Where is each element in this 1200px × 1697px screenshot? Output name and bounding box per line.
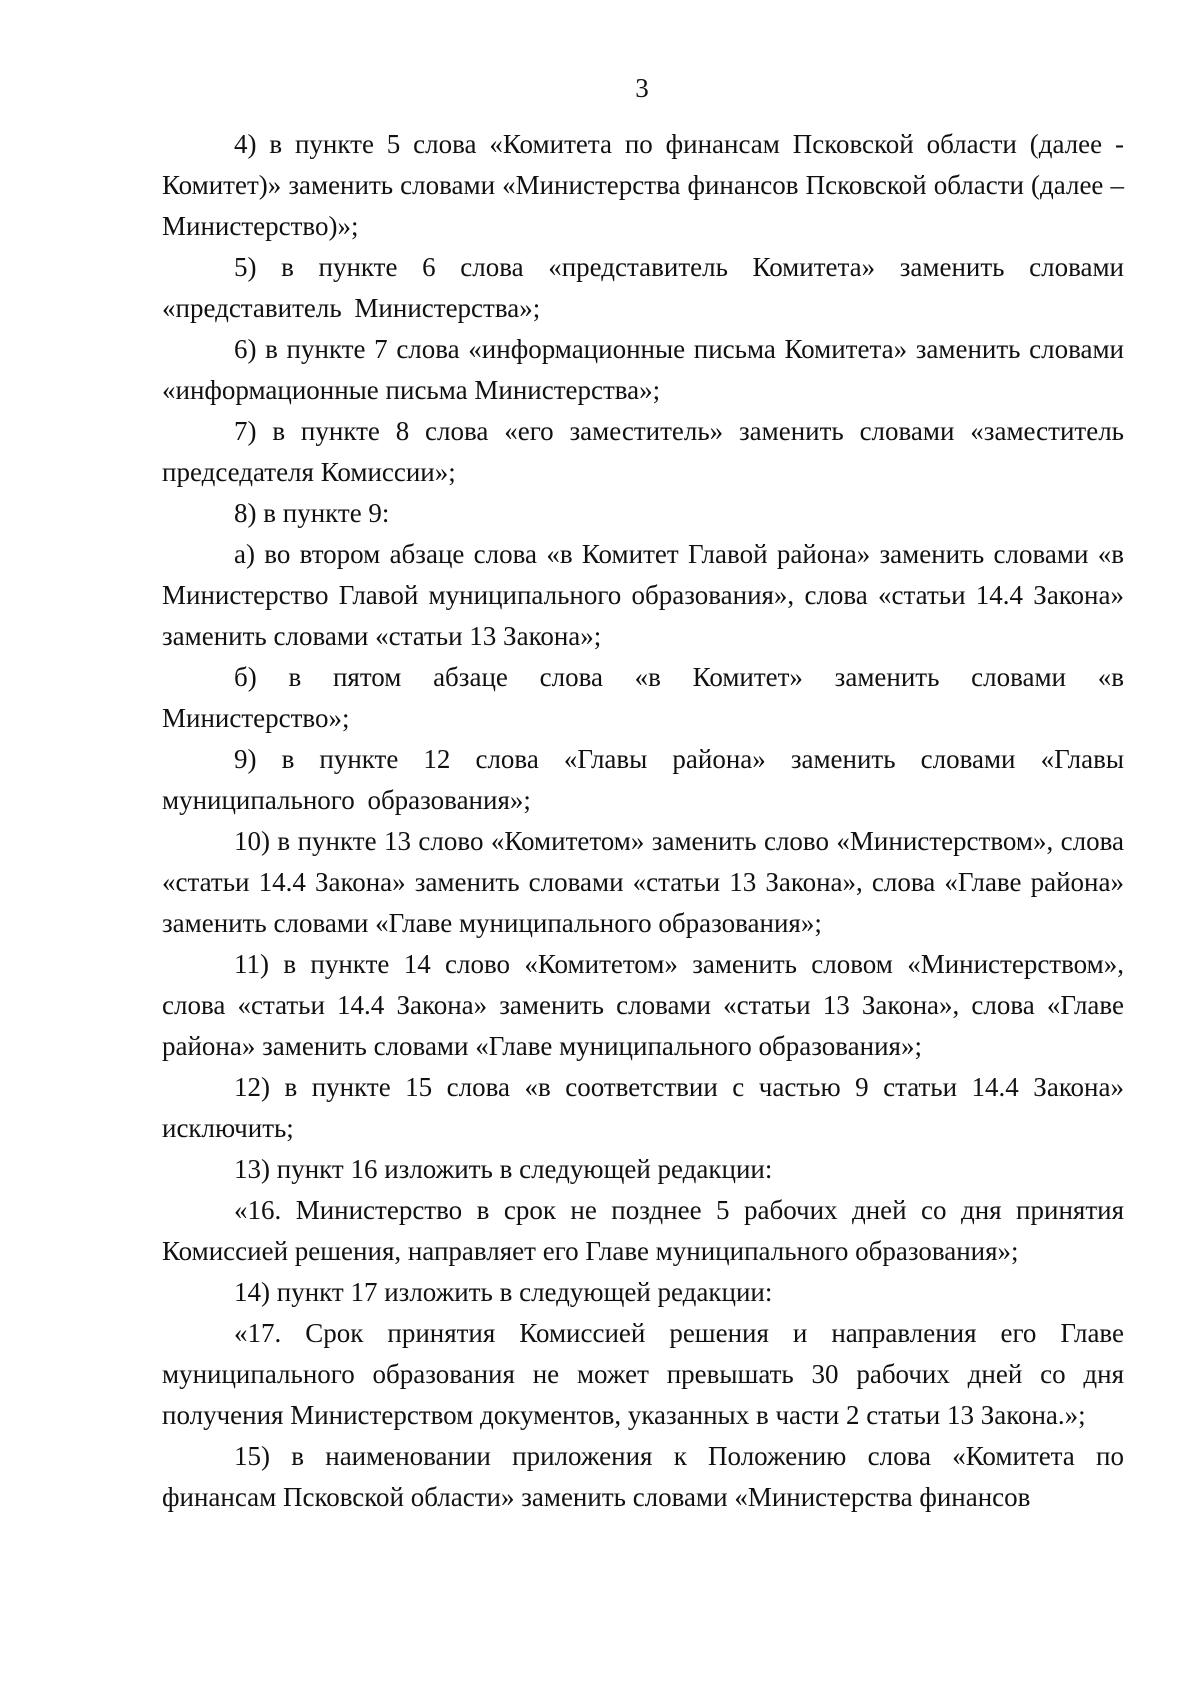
paragraph-item-6: 6) в пункте 7 слова «информационные письма Комитета» заменить словами «информационные письма Министерства»; xyxy=(162,334,1124,405)
paragraph-item-17-text: «17. Срок принятия Комиссией решения и направления его Главе муниципального образования не может превышать 30 рабочих дней со дня получения Министерством документов, указанных в части 2 статьи 13 Закона.»; xyxy=(162,1318,1124,1430)
paragraph-item-8a: а) во втором абзаце слова «в Комитет Главой района» заменить словами «в Министерство Главой муниципального образования», слова «статьи 14.4 Закона» заменить словами «статьи 13 Закона»; xyxy=(162,539,1124,651)
paragraph-item-4: 4) в пункте 5 слова «Комитета по финансам Псковской области (далее - Комитет)» заменить словами «Министерства финансов Псковской области (далее – Министерство)»; xyxy=(162,129,1124,241)
paragraph-item-13: 13) пункт 16 изложить в следующей редакции: xyxy=(234,1154,773,1184)
page-number: 3 xyxy=(635,73,649,103)
paragraph-item-10: 10) в пункте 13 слово «Комитетом» заменить слово «Министерством», слова «статьи 14.4 Закона» заменить словами «статьи 13 Закона», слова «Главе района» заменить словами «Главе муниципального образования»; xyxy=(162,826,1124,938)
paragraph-item-7: 7) в пункте 8 слова «его заместитель» заменить словами «заместитель председателя Комиссии»; xyxy=(162,416,1124,487)
paragraph-item-9: 9) в пункте 12 слова «Главы района» заменить словами «Главы муниципального образования»; xyxy=(162,744,1124,815)
paragraph-item-11: 11) в пункте 14 слово «Комитетом» заменить словом «Министерством», слова «статьи 14.4 Закона» заменить словами «статьи 13 Закона», слова «Главе района» заменить словами «Главе муниципального образования»; xyxy=(162,949,1124,1061)
paragraph-item-5: 5) в пункте 6 слова «представитель Комитета» заменить словами «представитель Министерства»; xyxy=(162,252,1124,323)
paragraph-item-16-text: «16. Министерство в срок не позднее 5 рабочих дней со дня принятия Комиссией решения, направляет его Главе муниципального образования»; xyxy=(162,1195,1124,1266)
paragraph-item-14: 14) пункт 17 изложить в следующей редакции: xyxy=(234,1277,773,1307)
document-body xyxy=(162,124,1124,1518)
paragraph-item-12: 12) в пункте 15 слова «в соответствии с частью 9 статьи 14.4 Закона» исключить; xyxy=(162,1072,1124,1143)
paragraph-item-8b: б) в пятом абзаце слова «в Комитет» заменить словами «в Министерство»; xyxy=(162,662,1124,733)
paragraph-item-8: 8) в пункте 9: xyxy=(234,498,390,528)
paragraph-item-15: 15) в наименовании приложения к Положению слова «Комитета по финансам Псковской области» заменить словами «Министерства финансов xyxy=(162,1441,1124,1512)
